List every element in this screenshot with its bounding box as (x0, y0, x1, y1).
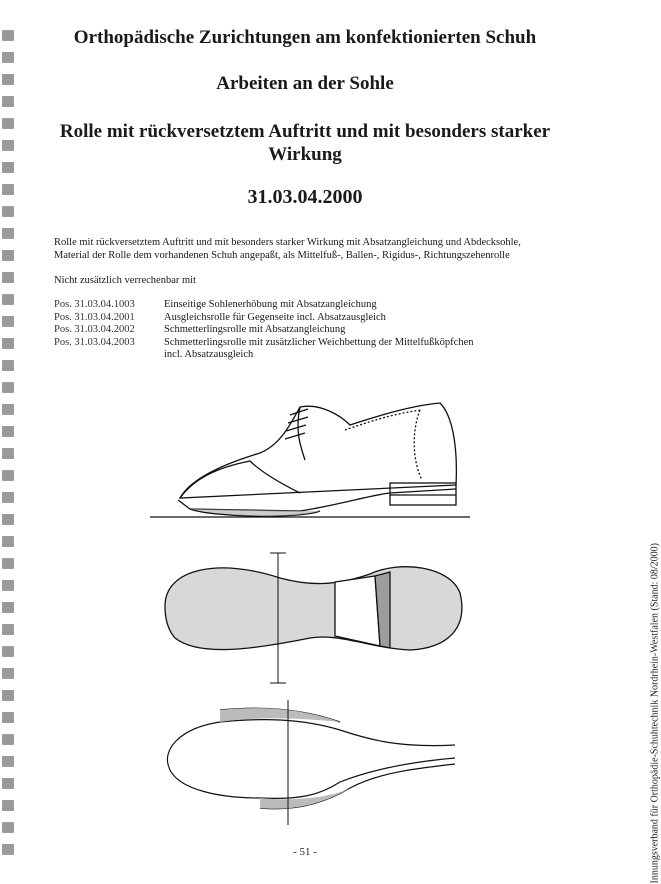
position-text-cell (164, 337, 474, 362)
position-code-cell: Pos. 31.03.04.2002 (54, 324, 135, 335)
page-number: - 51 - (293, 846, 317, 858)
publisher-credit: Innungsverband für Orthopädie-Schuhtechnik Nordrhein-Westfalen (Stand: 08/2000) (649, 543, 661, 884)
position-code-cell: Pos. 31.03.04.2001 (54, 311, 135, 323)
position-list (54, 299, 474, 362)
document-title: Orthopädische Zurichtungen am konfektionierten Schuh (73, 27, 537, 48)
position-row (54, 299, 474, 312)
position-text-cell: Schmetterlingsrolle mit Absatzangleichung (164, 324, 346, 335)
subtitle-line-1: Rolle mit rückversetztem Auftritt und mit besonders starker (59, 121, 551, 142)
position-text-line-1: Schmetterlingsrolle mit zusätzlicher Weichbettung der Mittelfußköpfchen (164, 336, 474, 348)
spiral-binding (0, 0, 20, 877)
subtitle (40, 120, 570, 166)
position-row (54, 312, 474, 325)
sole-profile-illustration (160, 700, 460, 825)
position-code: 31.03.04.2000 (247, 186, 363, 208)
position-text-line-2: incl. Absatzausgleich (164, 349, 254, 360)
position-text-cell: Ausgleichsrolle für Gegenseite incl. Absatzausgleich (164, 311, 386, 323)
position-code-cell: Pos. 31.03.04.2003 (54, 336, 135, 348)
exclusion-note: Nicht zusätzlich verrechenbar mit (54, 275, 196, 286)
description-line-1: Rolle mit rückversetztem Auftritt und mit besonders starker Wirkung mit Absatzangleichung und Abdecksohle, (54, 237, 521, 248)
subtitle-line-2: Wirkung (268, 144, 342, 165)
description (54, 236, 554, 262)
position-row (54, 337, 474, 362)
position-row (54, 324, 474, 337)
shoe-side-illustration (150, 385, 470, 525)
position-text-cell: Einseitige Sohlenerhöbung mit Absatzangleichung (164, 299, 377, 310)
position-code-cell: Pos. 31.03.04.1003 (54, 299, 135, 310)
section-title: Arbeiten an der Sohle (216, 73, 394, 94)
description-line-2: Material der Rolle dem vorhandenen Schuh angepaßt, als Mittelfuß-, Ballen-, Rigidus-, Richtungszehenrolle (54, 250, 510, 261)
sole-bottom-illustration (150, 548, 480, 688)
